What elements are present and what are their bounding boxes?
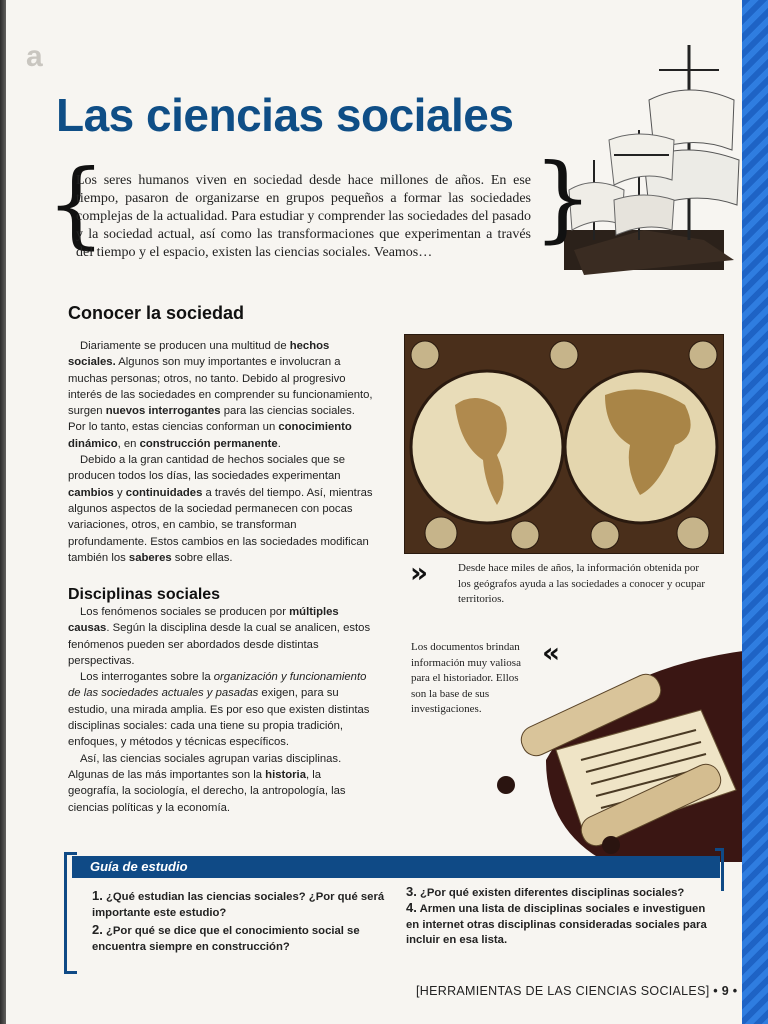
question-number: 2.	[92, 922, 103, 937]
footer-book-title: [HERRAMIENTAS DE LAS CIENCIAS SOCIALES]	[416, 984, 710, 998]
guide-question-1	[92, 888, 392, 921]
guide-question-2	[92, 922, 392, 955]
caption-arrow-left-icon: «	[542, 636, 561, 669]
page-number: • 9 •	[713, 984, 738, 998]
section-conocer-text	[68, 338, 373, 566]
intro-brace-left: {	[46, 150, 106, 259]
textbook-page	[6, 0, 756, 1024]
guide-question-3	[406, 884, 706, 902]
caption-arrow-right-icon: »	[410, 556, 429, 589]
question-text: ¿Qué estudian las ciencias sociales? ¿Por qué será importante este estudio?	[92, 891, 385, 919]
study-guide	[64, 848, 724, 970]
question-text: Armen una lista de disciplinas sociales e investiguen en internet otras disciplinas consideradas sociales para incluir en esa lista.	[406, 903, 707, 946]
intro-brace-right: }	[533, 144, 593, 253]
paragraph: Los fenómenos sociales se producen por múltiples causas. Según la disciplina desde la cual se analicen, estos fenómenos pueden ser abordados desde distintas perspectivas.	[68, 606, 371, 667]
paragraph: Debido a la gran cantidad de hechos sociales que se producen todos los días, las sociedades experimentan cambios y continuidades a través del tiempo. Así, mientras algunos aspectos de la sociedad permanecen con pocas variaciones, otros, en cambio, se transforman profundamente. Estos cambios en las sociedades modifican también los saberes sobre ellas.	[68, 454, 373, 564]
scroll-caption: Los documentos brindan información muy valiosa para el historiador. Ellos son la base de sus investigaciones.	[411, 641, 521, 715]
paragraph: Diariamente se producen una multitud de hechos sociales. Algunos son muy importantes e involucran a muchas personas; otros, no tanto. Debido al progresivo interés de las sociedades en comprender su funcionamiento, surgen nuevos interrogantes para las ciencias sociales. Por lo tanto, estas ciencias conforman un conocimiento dinámico, en construcción permanente.	[68, 340, 373, 450]
question-number: 4.	[406, 900, 417, 915]
paragraph: Los interrogantes sobre la organización y funcionamiento de las sociedades actuales y pasadas exigen, para su estudio, una mirada amplia. Es por eso que existen distintas disciplinas sociales: cada una tiene su propia tradición, enfoques, y métodos y técnicas específicos.	[68, 671, 370, 749]
intro-paragraph: Los seres humanos viven en sociedad desde hace millones de años. En ese tiempo, pasaron de organizarse en grupos pequeños a formar las sociedades complejas de la actualidad. Para estudiar y comprender las sociedades del pasado y la sociedad actual, así como las transformaciones que experimentan a través del tiempo y el espacio, existen las ciencias sociales. Veamos…	[76, 173, 531, 260]
question-text: ¿Por qué existen diferentes disciplinas sociales?	[419, 887, 685, 899]
question-text: ¿Por qué se dice que el conocimiento social se encuentra siempre en construcción?	[92, 925, 360, 953]
historical-scroll-image	[486, 650, 750, 862]
question-number: 3.	[406, 884, 417, 899]
page-edge-stripe	[742, 0, 768, 1024]
question-number: 1.	[92, 888, 103, 903]
decor-letter: a	[26, 40, 43, 73]
page-footer	[416, 984, 737, 998]
world-map-image	[404, 334, 724, 554]
section-heading-conocer: Conocer la sociedad	[68, 303, 245, 323]
section-disciplinas-text	[68, 604, 373, 816]
page-title: Las ciencias sociales	[56, 89, 514, 141]
guide-title: Guía de estudio	[90, 859, 188, 874]
map-caption: Desde hace miles de años, la información obtenida por los geógrafos ayuda a las sociedades a conocer y ocupar territorios.	[458, 562, 706, 605]
paragraph: Así, las ciencias sociales agrupan varias disciplinas. Algunas de las más importantes son la historia, la geografía, la sociología, el derecho, la antropología, las ciencias políticas y la economía.	[68, 752, 346, 814]
guide-question-4	[406, 900, 711, 949]
section-heading-disciplinas: Disciplinas sociales	[68, 586, 221, 603]
